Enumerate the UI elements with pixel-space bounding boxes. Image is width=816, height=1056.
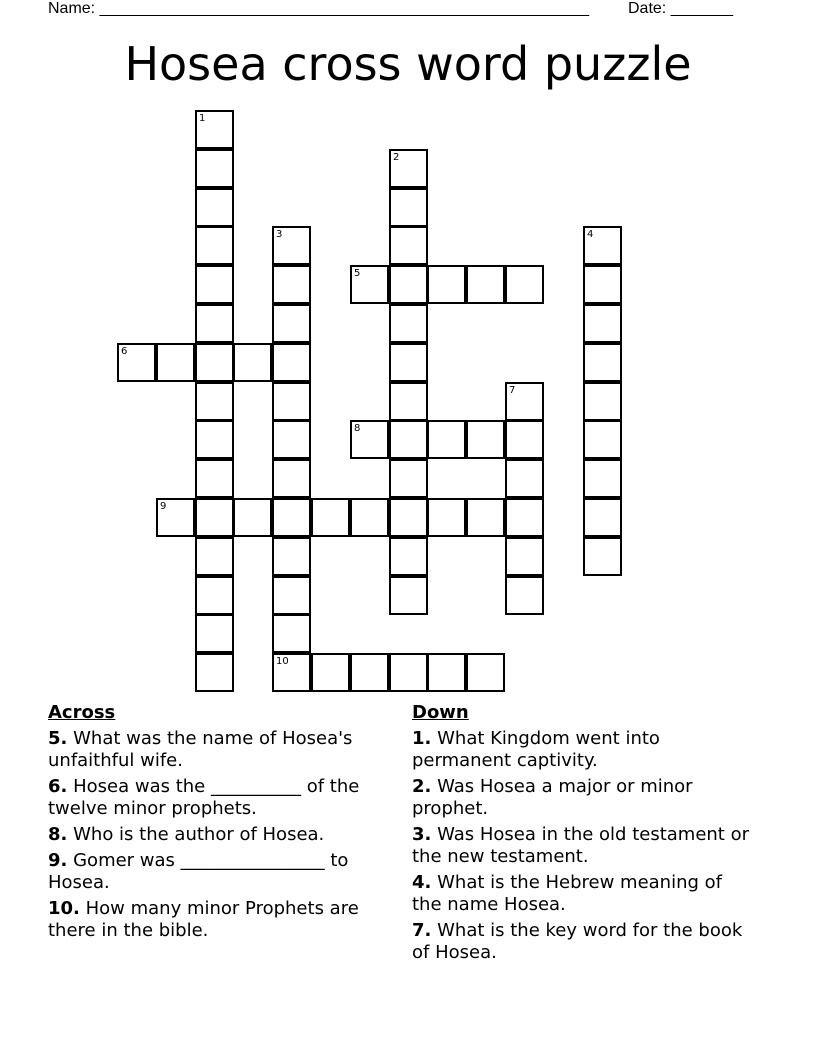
grid-cell[interactable] xyxy=(427,265,466,304)
grid-cell[interactable] xyxy=(389,653,428,692)
clue-number: 2. xyxy=(412,776,432,797)
grid-cell[interactable] xyxy=(350,420,389,459)
clue-text: What Kingdom went into permanent captivity. xyxy=(412,728,660,771)
cell-number: 3 xyxy=(276,229,283,240)
page-title: Hosea cross word puzzle xyxy=(124,37,692,91)
grid-cell[interactable] xyxy=(427,498,466,537)
grid-cell[interactable] xyxy=(272,265,311,304)
grid-cell[interactable] xyxy=(505,498,544,537)
across-clue-6 xyxy=(48,776,398,820)
name-field-label: Name: _______________________________________________________ xyxy=(48,0,589,17)
cell-number: 2 xyxy=(393,152,400,163)
grid-cell[interactable] xyxy=(427,420,466,459)
grid-cell[interactable] xyxy=(195,149,234,188)
down-clue-3 xyxy=(412,824,757,868)
cell-number: 1 xyxy=(199,113,206,124)
grid-cell[interactable] xyxy=(233,343,272,382)
grid-cell[interactable] xyxy=(505,537,544,576)
grid-cell[interactable] xyxy=(195,265,234,304)
cell-number: 5 xyxy=(354,268,361,279)
clue-text: What is the Hebrew meaning of the name Hosea. xyxy=(412,872,722,915)
down-clues xyxy=(412,702,757,968)
clue-number: 4. xyxy=(412,872,432,893)
grid-cell[interactable] xyxy=(195,653,234,692)
grid-cell[interactable] xyxy=(272,459,311,498)
clue-number: 8. xyxy=(48,824,68,845)
grid-cell[interactable] xyxy=(195,110,234,149)
grid-cell[interactable] xyxy=(156,498,195,537)
date-field-label: Date: _______ xyxy=(628,0,733,17)
grid-cell[interactable] xyxy=(389,537,428,576)
grid-cell[interactable] xyxy=(272,576,311,615)
grid-cell[interactable] xyxy=(195,188,234,227)
clue-text: How many minor Prophets are there in the bible. xyxy=(48,898,359,941)
grid-cell[interactable] xyxy=(195,343,234,382)
grid-cell[interactable] xyxy=(583,304,622,343)
grid-cell[interactable] xyxy=(505,576,544,615)
grid-cell[interactable] xyxy=(389,498,428,537)
grid-cell[interactable] xyxy=(583,265,622,304)
clue-number: 5. xyxy=(48,728,68,749)
grid-cell[interactable] xyxy=(466,420,505,459)
grid-cell[interactable] xyxy=(350,653,389,692)
clue-text: Gomer was ________________ to Hosea. xyxy=(48,850,349,893)
clue-number: 1. xyxy=(412,728,432,749)
down-clue-1 xyxy=(412,728,757,772)
grid-cell[interactable] xyxy=(583,498,622,537)
clue-number: 7. xyxy=(412,920,432,941)
clue-text: Hosea was the __________ of the twelve minor prophets. xyxy=(48,776,360,819)
grid-cell[interactable] xyxy=(272,226,311,265)
clue-text: What was the name of Hosea's unfaithful wife. xyxy=(48,728,353,771)
grid-cell[interactable] xyxy=(195,382,234,421)
grid-cell[interactable] xyxy=(389,304,428,343)
clue-text: What is the key word for the book of Hosea. xyxy=(412,920,743,963)
grid-cell[interactable] xyxy=(389,265,428,304)
grid-cell[interactable] xyxy=(195,498,234,537)
grid-cell[interactable] xyxy=(272,304,311,343)
grid-cell[interactable] xyxy=(311,653,350,692)
grid-cell[interactable] xyxy=(117,343,156,382)
grid-cell[interactable] xyxy=(350,498,389,537)
grid-cell[interactable] xyxy=(272,653,311,692)
clue-number: 3. xyxy=(412,824,432,845)
grid-cell[interactable] xyxy=(466,653,505,692)
grid-cell[interactable] xyxy=(156,343,195,382)
grid-cell[interactable] xyxy=(195,614,234,653)
grid-cell[interactable] xyxy=(583,382,622,421)
clue-number: 10. xyxy=(48,898,80,919)
grid-cell[interactable] xyxy=(389,459,428,498)
clue-text: Was Hosea a major or minor prophet. xyxy=(412,776,693,819)
grid-cell[interactable] xyxy=(195,576,234,615)
grid-cell[interactable] xyxy=(272,614,311,653)
across-clue-10 xyxy=(48,898,398,942)
grid-cell[interactable] xyxy=(389,188,428,227)
grid-cell[interactable] xyxy=(272,382,311,421)
grid-cell[interactable] xyxy=(583,226,622,265)
across-clue-5 xyxy=(48,728,398,772)
across-heading: Across xyxy=(48,702,116,723)
cell-number: 8 xyxy=(354,423,361,434)
grid-cell[interactable] xyxy=(195,226,234,265)
down-clue-2 xyxy=(412,776,757,820)
grid-cell[interactable] xyxy=(272,537,311,576)
grid-cell[interactable] xyxy=(583,459,622,498)
grid-cell[interactable] xyxy=(195,420,234,459)
clue-text: Was Hosea in the old testament or the new testament. xyxy=(412,824,749,867)
grid-cell[interactable] xyxy=(466,265,505,304)
grid-cell[interactable] xyxy=(195,537,234,576)
clue-text: Who is the author of Hosea. xyxy=(73,824,325,845)
clue-number: 6. xyxy=(48,776,68,797)
down-clue-7 xyxy=(412,920,757,964)
grid-cell[interactable] xyxy=(389,420,428,459)
cell-number: 7 xyxy=(509,385,516,396)
clue-number: 9. xyxy=(48,850,68,871)
grid-cell[interactable] xyxy=(389,382,428,421)
across-clue-9 xyxy=(48,850,398,894)
grid-cell[interactable] xyxy=(389,226,428,265)
grid-cell[interactable] xyxy=(505,459,544,498)
cell-number: 6 xyxy=(121,346,128,357)
grid-cell[interactable] xyxy=(583,537,622,576)
grid-cell[interactable] xyxy=(389,149,428,188)
grid-cell[interactable] xyxy=(505,382,544,421)
cell-number: 10 xyxy=(276,656,289,667)
grid-cell[interactable] xyxy=(233,498,272,537)
cell-number: 4 xyxy=(587,229,594,240)
across-clues xyxy=(48,702,398,946)
grid-cell[interactable] xyxy=(583,343,622,382)
grid-cell[interactable] xyxy=(272,498,311,537)
grid-cell[interactable] xyxy=(466,498,505,537)
down-clue-4 xyxy=(412,872,757,916)
across-clue-8 xyxy=(48,824,398,846)
grid-cell[interactable] xyxy=(272,420,311,459)
grid-cell[interactable] xyxy=(427,653,466,692)
grid-cell[interactable] xyxy=(583,420,622,459)
grid-cell[interactable] xyxy=(505,265,544,304)
down-heading: Down xyxy=(412,702,469,723)
cell-number: 9 xyxy=(160,501,167,512)
grid-cell[interactable] xyxy=(195,304,234,343)
grid-cell[interactable] xyxy=(195,459,234,498)
grid-cell[interactable] xyxy=(505,420,544,459)
grid-cell[interactable] xyxy=(350,265,389,304)
grid-cell[interactable] xyxy=(311,498,350,537)
grid-cell[interactable] xyxy=(272,343,311,382)
grid-cell[interactable] xyxy=(389,343,428,382)
grid-cell[interactable] xyxy=(389,576,428,615)
